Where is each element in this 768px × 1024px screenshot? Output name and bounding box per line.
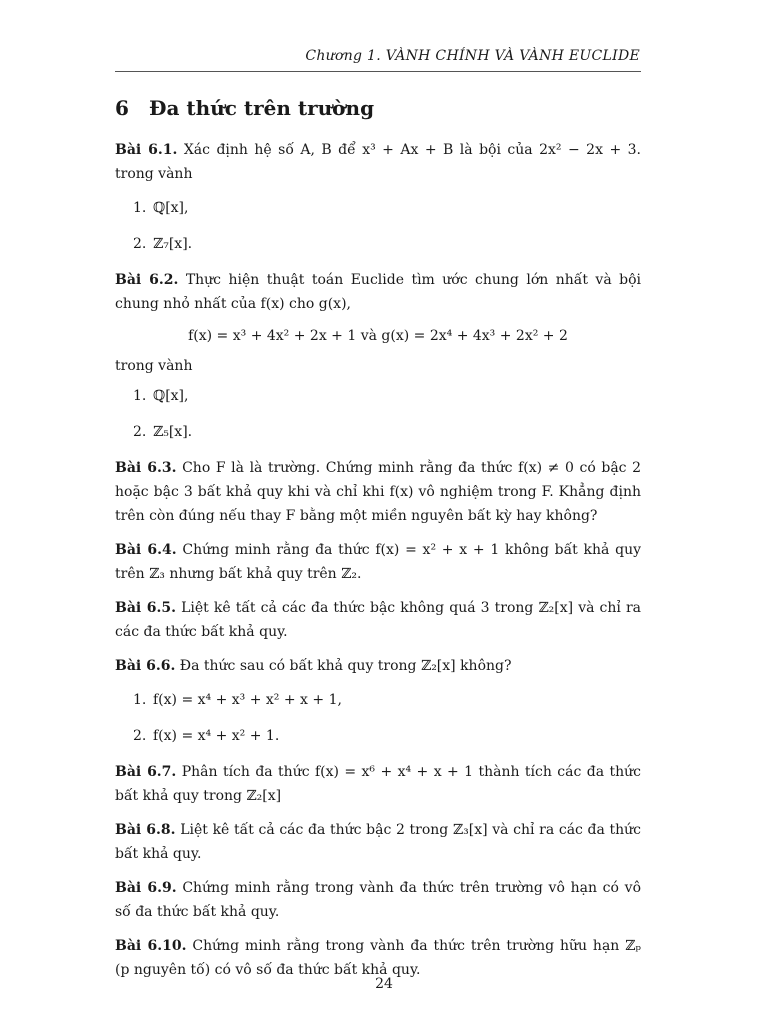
list-number: 1. xyxy=(133,388,147,404)
list-text: ℚ[x], xyxy=(153,388,189,404)
exercise-text: Chứng minh rằng đa thức f(x) = x² + x + 1 không bất khả quy trên ℤ₃ nhưng bất khả quy trên ℤ₂. xyxy=(115,542,642,582)
exercise-6-6 xyxy=(115,654,641,678)
exercise-6-1-list xyxy=(133,196,641,256)
page-content xyxy=(115,96,641,992)
list-text: ℤ₅[x]. xyxy=(153,424,193,440)
exercise-6-3 xyxy=(115,456,641,528)
list-item xyxy=(133,724,641,748)
section-title-text: Đa thức trên trường xyxy=(149,96,375,120)
exercise-label: Bài 6.2. xyxy=(115,272,179,288)
exercise-text: Chứng minh rằng trong vành đa thức trên trường vô hạn có vô số đa thức bất khả quy. xyxy=(115,880,642,920)
list-item xyxy=(133,196,641,220)
list-text: f(x) = x⁴ + x² + 1. xyxy=(153,728,280,744)
header-rule xyxy=(115,71,641,72)
exercise-label: Bài 6.3. xyxy=(115,460,177,476)
exercise-text: Phân tích đa thức f(x) = x⁶ + x⁴ + x + 1 thành tích các đa thức bất khả quy trong ℤ₂[x] xyxy=(115,764,641,804)
list-item xyxy=(133,420,641,444)
list-number: 2. xyxy=(133,236,147,252)
exercise-label: Bài 6.7. xyxy=(115,764,177,780)
exercise-6-9 xyxy=(115,876,641,924)
exercise-label: Bài 6.5. xyxy=(115,600,176,616)
exercise-6-4 xyxy=(115,538,641,586)
list-item xyxy=(133,384,641,408)
exercise-6-10 xyxy=(115,934,641,982)
list-item xyxy=(133,688,641,712)
exercise-text: Liệt kê tất cả các đa thức bậc không quá 3 trong ℤ₂[x] và chỉ ra các đa thức bất khả quy. xyxy=(115,600,642,640)
exercise-6-8 xyxy=(115,818,641,866)
list-item xyxy=(133,232,641,256)
exercise-label: Bài 6.8. xyxy=(115,822,176,838)
page-number: 24 xyxy=(375,976,393,992)
list-text: f(x) = x⁴ + x³ + x² + x + 1, xyxy=(153,692,342,708)
list-number: 1. xyxy=(133,692,147,708)
list-text: ℚ[x], xyxy=(153,200,189,216)
exercise-6-6-list xyxy=(133,688,641,748)
exercise-6-2-continuation: trong vành xyxy=(115,358,193,374)
exercise-text: Thực hiện thuật toán Euclide tìm ước chung lớn nhất và bội chung nhỏ nhất của f(x) cho g(x), xyxy=(115,272,642,312)
exercise-label: Bài 6.4. xyxy=(115,542,177,558)
section-number: 6 xyxy=(115,96,129,120)
display-equation: f(x) = x³ + 4x² + 2x + 1 và g(x) = 2x⁴ + 4x³ + 2x² + 2 xyxy=(188,328,568,344)
exercise-label: Bài 6.1. xyxy=(115,142,178,158)
exercise-label: Bài 6.6. xyxy=(115,658,176,674)
exercise-6-2 xyxy=(115,268,641,316)
list-number: 2. xyxy=(133,728,147,744)
exercise-6-2-list xyxy=(133,384,641,444)
exercise-text: Đa thức sau có bất khả quy trong ℤ₂[x] không? xyxy=(179,658,512,674)
section-title xyxy=(115,96,641,120)
exercise-label: Bài 6.10. xyxy=(115,938,187,954)
running-header: Chương 1. VÀNH CHÍNH VÀ VÀNH EUCLIDE xyxy=(305,48,640,64)
list-number: 1. xyxy=(133,200,147,216)
exercise-text: Liệt kê tất cả các đa thức bậc 2 trong ℤ₃[x] và chỉ ra các đa thức bất khả quy. xyxy=(115,822,642,862)
exercise-text: Xác định hệ số A, B để x³ + Ax + B là bội của 2x² − 2x + 3. trong vành xyxy=(115,142,642,182)
exercise-6-1 xyxy=(115,138,641,186)
list-text: ℤ₇[x]. xyxy=(153,236,193,252)
exercise-6-7 xyxy=(115,760,641,808)
list-number: 2. xyxy=(133,424,147,440)
exercise-6-5 xyxy=(115,596,641,644)
exercise-text: Chứng minh rằng trong vành đa thức trên trường hữu hạn ℤₚ (p nguyên tố) có vô số đa thức bất khả quy. xyxy=(115,938,641,978)
exercise-label: Bài 6.9. xyxy=(115,880,177,896)
exercise-text: Cho F là là trường. Chứng minh rằng đa thức f(x) ≠ 0 có bậc 2 hoặc bậc 3 bất khả quy khi và chỉ khi f(x) vô nghiệm trong F. Khẳng định trên còn đúng nếu thay F bằng một miền nguyên bất kỳ hay không? xyxy=(115,460,642,524)
